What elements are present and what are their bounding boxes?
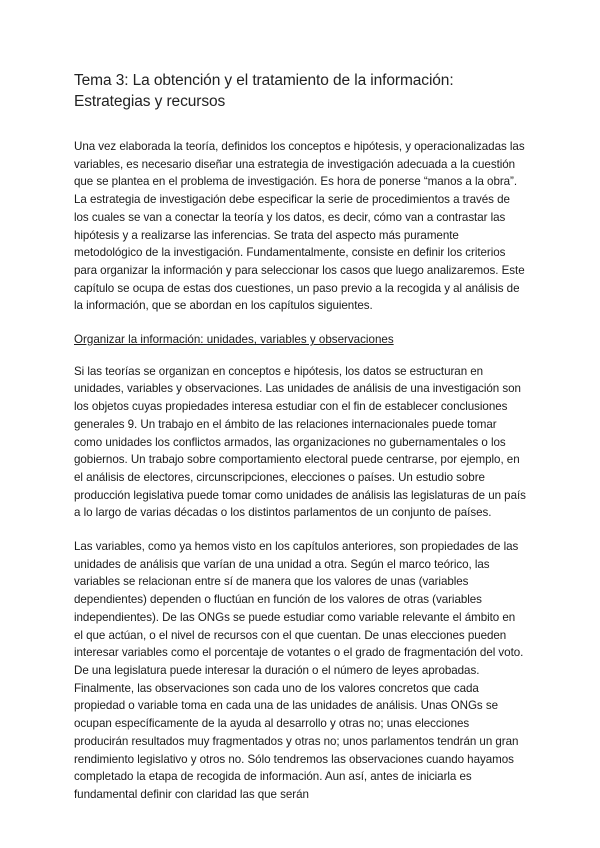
section-heading: Organizar la información: unidades, variables y observaciones bbox=[74, 333, 394, 347]
units-paragraph: Si las teorías se organizan en conceptos e hipótesis, los datos se estructuran en unidades, variables y observaciones. Las unidades de análisis de una investigación son los objetos cuyas propiedades interesa estudiar con el fin de establecer conclusiones generales 9. Un trabajo en el ámbito de las relaciones internacionales puede tomar como unidades los conflictos armados, las organizaciones no gubernamentales o los gobiernos. Un trabajo sobre comportamiento electoral puede centrarse, por ejemplo, en el análisis de electores, circunscripciones, elecciones o países. Un estudio sobre producción legislativa puede tomar como unidades de análisis las legislaturas de un país a lo largo de varias décadas o los distintos parlamentos de un conjunto de países. bbox=[74, 364, 526, 520]
variables-paragraph: Las variables, como ya hemos visto en los capítulos anteriores, son propiedades de las unidades de análisis que varían de una unidad a otra. Según el marco teórico, las variables se relacionan entre sí de manera que los valores de unas (variables dependientes) dependen o fluctúan en función de los valores de otras (variables independientes). De las ONGs se puede estudiar como variable relevante el ámbito en el que actúan, o el nivel de recursos con el que cuentan. De unas elecciones pueden interesar variables como el porcentaje de votantes o el grado de fragmentación del voto. De una legislatura puede interesar la duración o el número de leyes aprobadas. Finalmente, las observaciones son cada uno de los valores concretos que cada propiedad o variable toma en cada una de las unidades de análisis. Unas ONGs se ocupan específicamente de la ayuda al desarrollo y otras no; unas elecciones producirán resultados muy fragmentados y otras no; unos parlamentos tendrán un gran rendimiento legislativo y otros no. Sólo tendremos las observaciones cuando hayamos completado la etapa de recogida de información. Aun así, antes de iniciarla es fundamental definir con claridad las que serán bbox=[74, 540, 524, 801]
document-title: Tema 3: La obtención y el tratamiento de la información: Estrategias y recursos bbox=[74, 72, 454, 110]
intro-paragraph: Una vez elaborada la teoría, definidos los conceptos e hipótesis, y operacionalizadas las variables, es necesario diseñar una estrategia de investigación adecuada a la cuestión que se plantea en el problema de investigación. Es hora de ponerse “manos a la obra”. La estrategia de investigación debe especificar la serie de procedimientos a través de los cuales se van a conectar la teoría y los datos, es decir, cómo van a contrastar las hipótesis y a realizarse las inferencias. Se trata del aspecto más puramente metodológico de la investigación. Fundamentalmente, consiste en definir los criterios para organizar la información y para seleccionar los casos que luego analizaremos. Este capítulo se ocupa de estas dos cuestiones, un paso previo a la recogida y al análisis de la información, que se abordan en los capítulos siguientes. bbox=[74, 140, 525, 313]
